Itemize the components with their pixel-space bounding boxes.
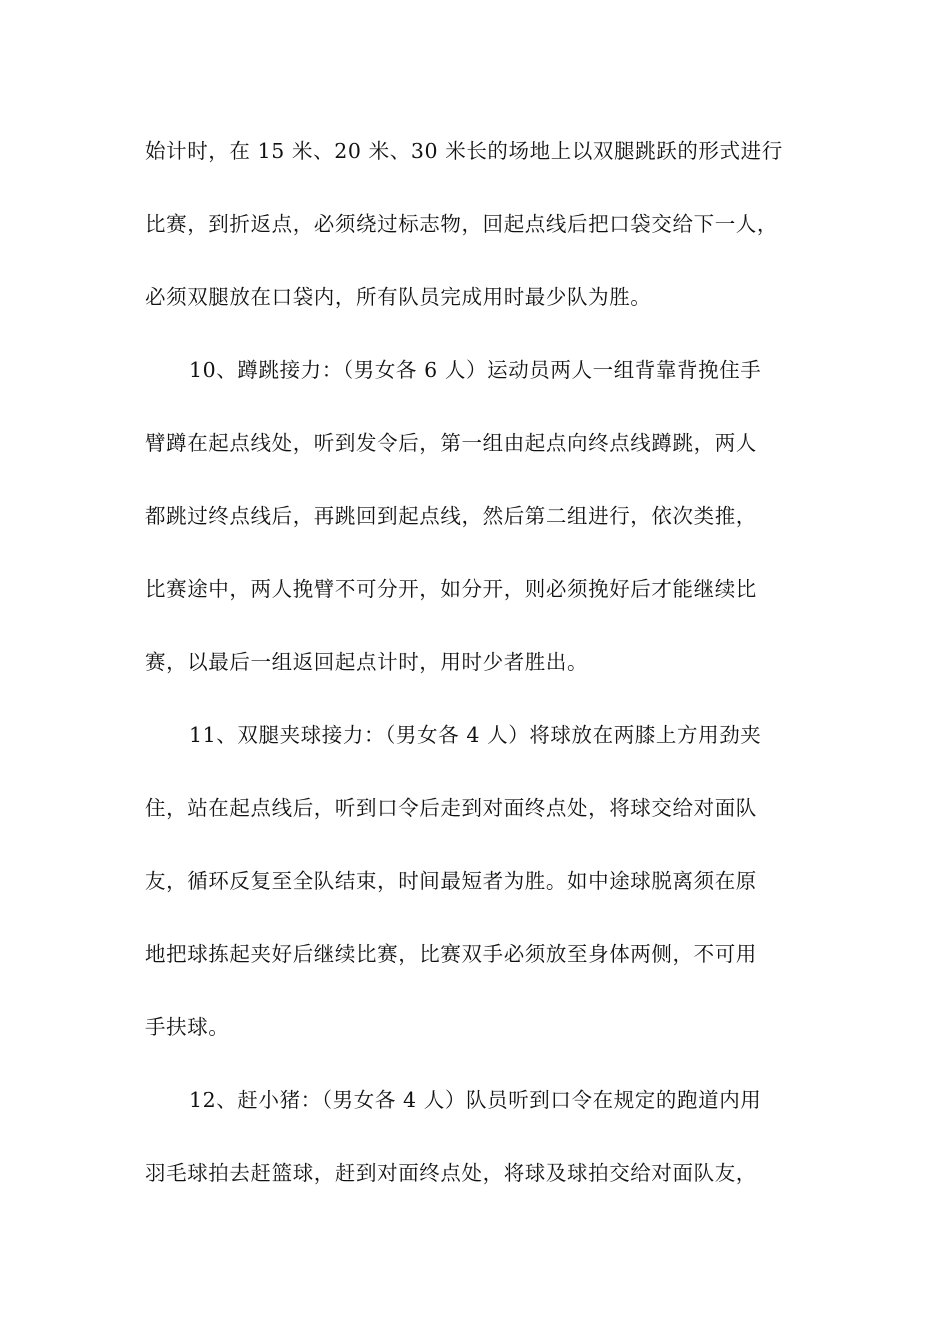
text-line: 比赛，到折返点，必须绕过标志物，回起点线后把口袋交给下一人， <box>145 212 778 236</box>
text-line: 赛，以最后一组返回起点计时，用时少者胜出。 <box>145 650 589 674</box>
text-line: 手扶球。 <box>145 1015 230 1039</box>
text-line: 臂蹲在起点线处，听到发令后，第一组由起点向终点线蹲跳，两人 <box>145 431 757 455</box>
text-line: 都跳过终点线后，再跳回到起点线，然后第二组进行，依次类推， <box>145 504 757 528</box>
text-line: 友，循环反复至全队结束，时间最短者为胜。如中途球脱离须在原 <box>145 869 757 893</box>
text-line: 地把球拣起夹好后继续比赛，比赛双手必须放至身体两侧，不可用 <box>145 942 757 966</box>
section-10-heading-line: 10、蹲跳接力：（男女各 6 人）运动员两人一组背靠背挽住手 <box>189 358 762 382</box>
text-line: 始计时，在 15 米、20 米、30 米长的场地上以双腿跳跃的形式进行 <box>145 139 783 163</box>
document-body <box>145 131 813 1226</box>
section-11-heading-line: 11、双腿夹球接力：（男女各 4 人）将球放在两膝上方用劲夹 <box>189 723 762 747</box>
section-12-heading-line: 12、赶小猪：（男女各 4 人）队员听到口令在规定的跑道内用 <box>189 1088 762 1112</box>
text-line: 比赛途中，两人挽臂不可分开，如分开，则必须挽好后才能继续比 <box>145 577 757 601</box>
text-line: 住，站在起点线后，听到口令后走到对面终点处，将球交给对面队 <box>145 796 757 820</box>
text-line: 羽毛球拍去赶篮球，赶到对面终点处，将球及球拍交给对面队友， <box>145 1161 757 1185</box>
text-line: 必须双腿放在口袋内，所有队员完成用时最少队为胜。 <box>145 285 652 309</box>
